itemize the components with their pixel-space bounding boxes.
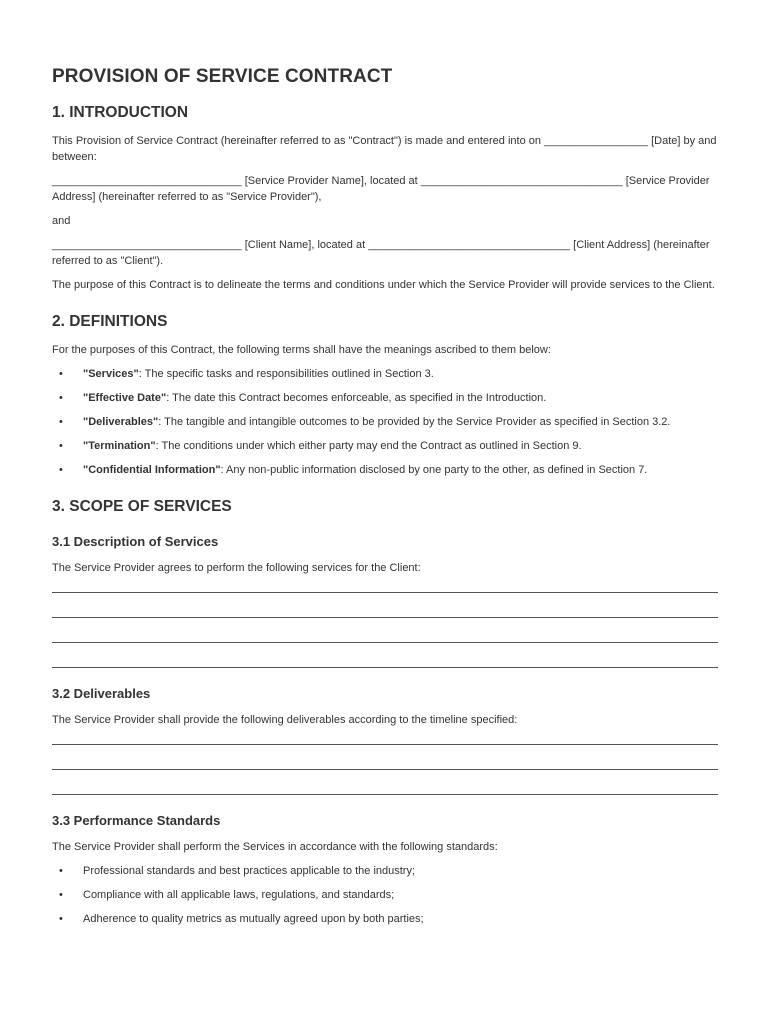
intro-paragraph-1: This Provision of Service Contract (hereinafter referred to as "Contract") is made and entered into on _________________ [Date] by and between: <box>52 135 717 163</box>
subsection-3-1-text: The Service Provider agrees to perform the following services for the Client: <box>52 562 421 574</box>
definition-term: "Deliverables" <box>83 416 159 428</box>
definition-text: : Any non-public information disclosed by one party to the other, as defined in Section 7. <box>220 464 648 476</box>
document-title: PROVISION OF SERVICE CONTRACT <box>52 66 393 87</box>
definitions-list <box>52 366 718 478</box>
blank-fill-line[interactable] <box>52 634 718 643</box>
definition-term: "Termination" <box>83 440 156 452</box>
blank-fill-line[interactable] <box>52 786 718 795</box>
list-item <box>52 863 718 879</box>
standard-text: Adherence to quality metrics as mutually agreed upon by both parties; <box>83 913 424 925</box>
definition-term: "Effective Date" <box>83 392 167 404</box>
standard-text: Professional standards and best practices applicable to the industry; <box>83 865 416 877</box>
blank-fill-line[interactable] <box>52 609 718 618</box>
list-item <box>52 911 718 927</box>
subsection-3-2-text: The Service Provider shall provide the following deliverables according to the timeline specified: <box>52 714 518 726</box>
bullet-icon: • <box>59 913 63 925</box>
list-item <box>52 390 718 406</box>
definition-text: : The date this Contract becomes enforceable, as specified in the Introduction. <box>166 392 547 404</box>
subsection-3-2-heading: 3.2 Deliverables <box>52 686 151 701</box>
bullet-icon: • <box>59 416 63 428</box>
blank-fill-line[interactable] <box>52 584 718 593</box>
bullet-icon: • <box>59 392 63 404</box>
blank-fill-line[interactable] <box>52 659 718 668</box>
bullet-icon: • <box>59 464 63 476</box>
standard-text: Compliance with all applicable laws, regulations, and standards; <box>83 889 395 901</box>
list-item <box>52 414 718 430</box>
definition-term: "Services" <box>83 368 139 380</box>
definition-text: : The conditions under which either party may end the Contract as outlined in Section 9. <box>155 440 582 452</box>
list-item <box>52 462 718 478</box>
subsection-3-3-heading: 3.3 Performance Standards <box>52 813 221 828</box>
section-introduction-heading: 1. INTRODUCTION <box>52 104 189 121</box>
definitions-lead: For the purposes of this Contract, the following terms shall have the meanings ascribed to them below: <box>52 344 551 356</box>
bullet-icon: • <box>59 368 63 380</box>
bullet-icon: • <box>59 865 63 877</box>
intro-paragraph-3: and <box>52 215 71 227</box>
list-item <box>52 887 718 903</box>
bullet-icon: • <box>59 889 63 901</box>
section-definitions-heading: 2. DEFINITIONS <box>52 313 168 330</box>
intro-paragraph-5: The purpose of this Contract is to delineate the terms and conditions under which the Service Provider will provide services to the Client. <box>52 279 715 291</box>
blank-fill-line[interactable] <box>52 736 718 745</box>
standards-list <box>52 863 718 927</box>
intro-paragraph-2: _______________________________ [Service Provider Name], located at _________________________________ [Service Provider Address] (hereinafter referred to as "Service Provider"), <box>52 175 710 203</box>
subsection-3-1-heading: 3.1 Description of Services <box>52 534 219 549</box>
intro-paragraph-4: _______________________________ [Client Name], located at _________________________________ [Client Address] (hereinafter referred to as "Client"). <box>52 239 710 267</box>
blank-fill-line[interactable] <box>52 761 718 770</box>
definition-text: : The tangible and intangible outcomes to be provided by the Service Provider as specified in Section 3.2. <box>158 416 671 428</box>
definition-text: : The specific tasks and responsibilities outlined in Section 3. <box>138 368 434 380</box>
list-item <box>52 366 718 382</box>
section-scope-heading: 3. SCOPE OF SERVICES <box>52 498 232 515</box>
subsection-3-3-text: The Service Provider shall perform the Services in accordance with the following standards: <box>52 841 498 853</box>
definition-term: "Confidential Information" <box>83 464 221 476</box>
list-item <box>52 438 718 454</box>
bullet-icon: • <box>59 440 63 452</box>
